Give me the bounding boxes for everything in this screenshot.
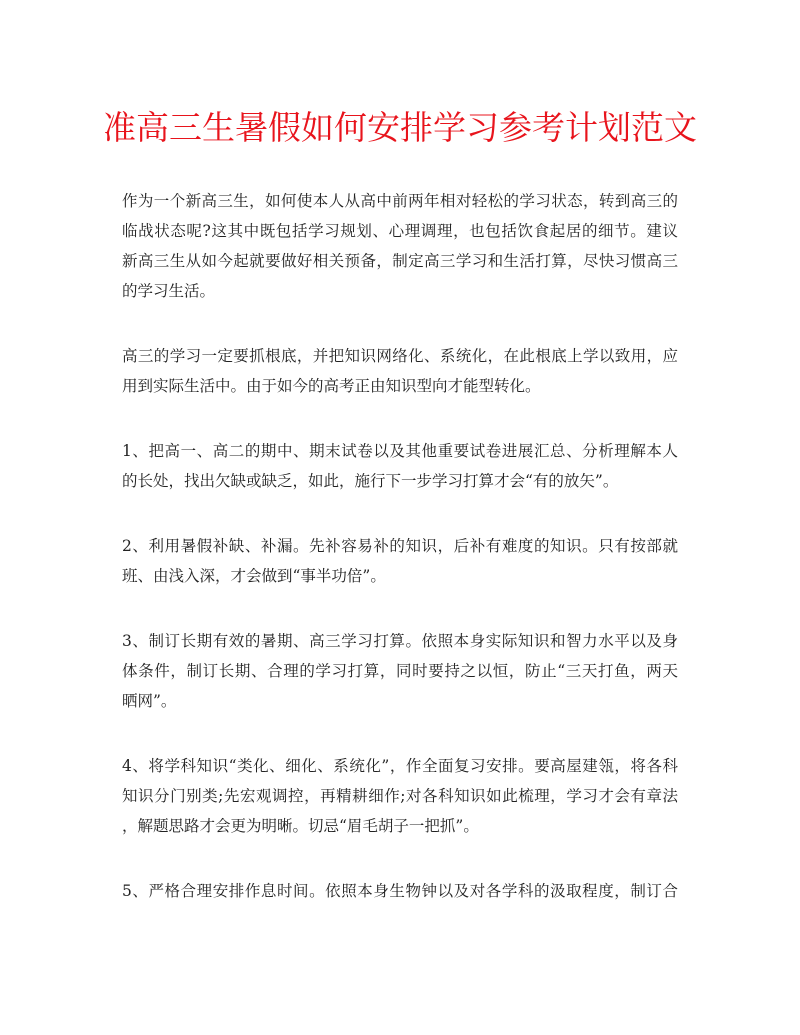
document-body xyxy=(122,186,678,941)
paragraph-line: 3、制订长期有效的暑期、高三学习打算。依照本身实际知识和智力水平以及身 xyxy=(122,632,678,650)
paragraph-line: 的长处，找出欠缺或缺乏，如此，施行下一步学习打算才会“有的放矢”。 xyxy=(122,472,619,490)
paragraph-line: 临战状态呢?这其中既包括学习规划、心理调理，也包括饮食起居的细节。建议 xyxy=(122,222,678,240)
paragraph-line: 用到实际生活中。由于如今的高考正由知识型向才能型转化。 xyxy=(122,377,541,395)
paragraph-line: 知识分门别类;先宏观调控，再精耕细作;对各科知识如此梳理，学习才会有章法 xyxy=(122,787,678,805)
paragraph-line: 新高三生从如今起就要做好相关预备，制定高三学习和生活打算，尽快习惯高三 xyxy=(122,252,678,270)
paragraph-item-3 xyxy=(122,626,678,716)
paragraph-line: 晒网”。 xyxy=(122,692,177,710)
paragraph-intro xyxy=(122,186,678,306)
paragraph-line: 班、由浅入深，才会做到“事半功倍”。 xyxy=(122,567,386,585)
paragraph-foundation xyxy=(122,341,678,401)
paragraph-line: 的学习生活。 xyxy=(122,282,216,300)
paragraph-line: 1、把高一、高二的期中、期末试卷以及其他重要试卷进展汇总、分析理解本人 xyxy=(122,442,678,460)
paragraph-line: 4、将学科知识“类化、细化、系统化”，作全面复习安排。要高屋建瓴，将各科 xyxy=(122,757,678,775)
document-title: 准高三生暑假如何安排学习参考计划范文 xyxy=(103,108,697,147)
paragraph-item-1 xyxy=(122,436,678,496)
paragraph-line: 高三的学习一定要抓根底，并把知识网络化、系统化，在此根底上学以致用，应 xyxy=(122,347,678,365)
paragraph-item-4 xyxy=(122,751,678,841)
paragraph-item-2 xyxy=(122,531,678,591)
paragraph-line: 5、严格合理安排作息时间。依照本身生物钟以及对各学科的汲取程度，制订合 xyxy=(122,882,678,900)
paragraph-item-5 xyxy=(122,876,678,906)
paragraph-line: 体条件，制订长期、合理的学习打算，同时要持之以恒，防止“三天打鱼，两天 xyxy=(122,662,678,680)
paragraph-line: ，解题思路才会更为明晰。切忌“眉毛胡子一把抓”。 xyxy=(122,817,479,835)
paragraph-line: 作为一个新高三生，如何使本人从高中前两年相对轻松的学习状态，转到高三的 xyxy=(122,192,678,210)
paragraph-line: 2、利用暑假补缺、补漏。先补容易补的知识，后补有难度的知识。只有按部就 xyxy=(122,537,678,555)
